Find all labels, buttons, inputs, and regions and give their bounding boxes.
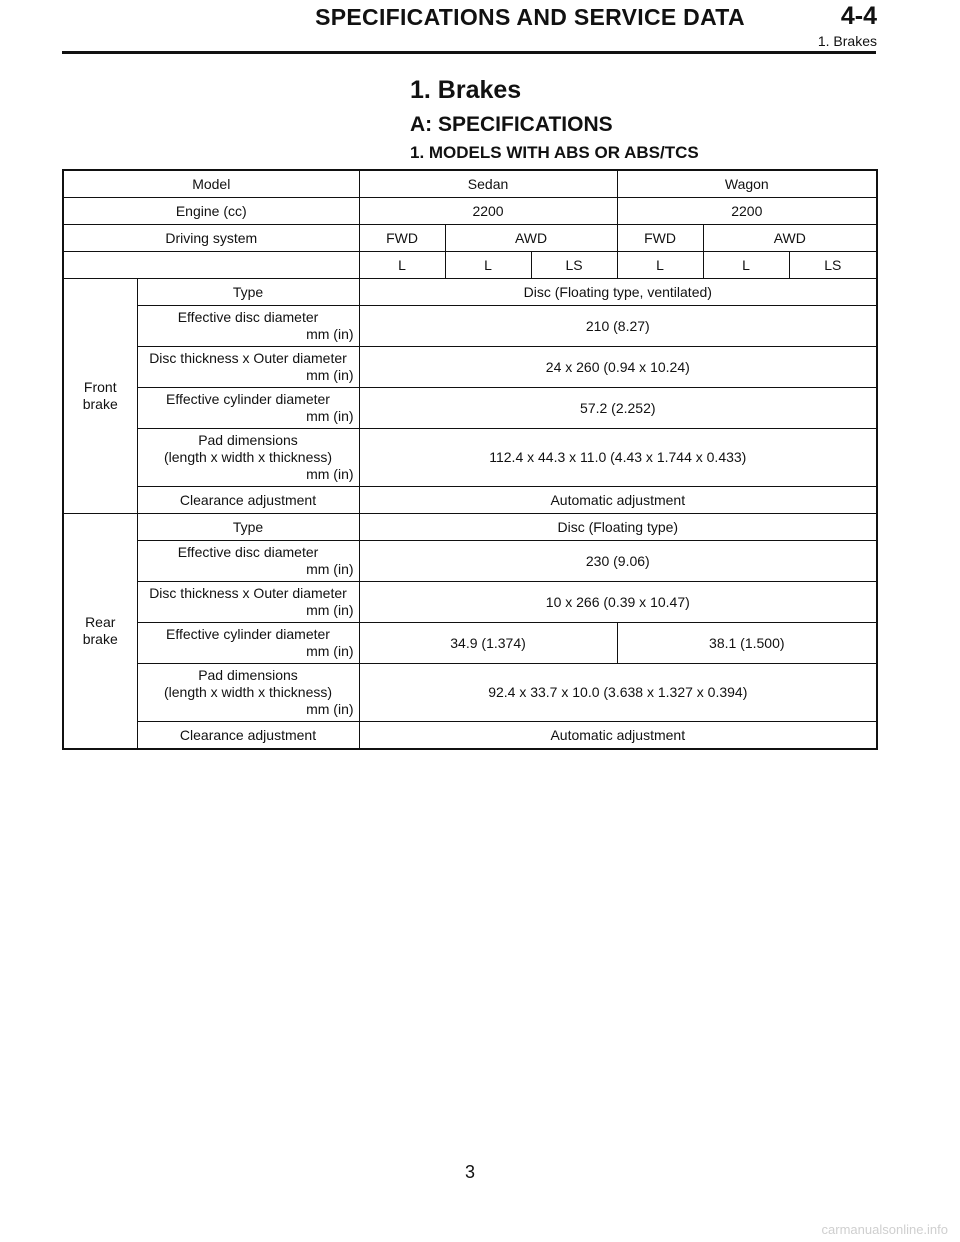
- drive-wagon-fwd: FWD: [617, 225, 703, 252]
- engine-label: Engine (cc): [63, 198, 359, 225]
- front-type-value: Disc (Floating type, ventilated): [359, 279, 877, 306]
- rear-cyl-value-wagon: 38.1 (1.500): [617, 623, 877, 664]
- front-pad-label-1: Pad dimensions: [198, 432, 298, 448]
- front-clear-label: Clearance adjustment: [137, 487, 359, 514]
- rear-pad-cell: [137, 664, 359, 722]
- table-row: [63, 225, 877, 252]
- front-pad-cell: [137, 429, 359, 487]
- subsubsection-title: 1. MODELS WITH ABS OR ABS/TCS: [410, 143, 699, 162]
- front-cyl-label: Effective cylinder diameter: [166, 391, 330, 407]
- drive-label: Driving system: [63, 225, 359, 252]
- model-label: Model: [63, 170, 359, 198]
- header-subtitle: 1. Brakes: [817, 33, 877, 49]
- front-pad-unit: mm (in): [306, 466, 354, 482]
- front-type-label: Type: [137, 279, 359, 306]
- grade-cell: LS: [789, 252, 877, 279]
- table-row: [63, 541, 877, 582]
- rear-cyl-label: Effective cylinder diameter: [166, 626, 330, 642]
- table-row: [63, 582, 877, 623]
- drive-wagon-awd: AWD: [703, 225, 877, 252]
- table-row: [63, 252, 877, 279]
- table-row: [63, 306, 877, 347]
- watermark: carmanualsonline.info: [821, 1222, 948, 1237]
- table-row: [63, 347, 877, 388]
- front-pad-label-2: (length x width x thickness): [163, 449, 333, 465]
- brake-spec-table: [62, 169, 878, 750]
- front-cyl-value: 57.2 (2.252): [359, 388, 877, 429]
- front-cyl-unit: mm (in): [306, 408, 354, 424]
- rear-cyl-cell: [137, 623, 359, 664]
- rear-pad-value: 92.4 x 33.7 x 10.0 (3.638 x 1.327 x 0.394): [359, 664, 877, 722]
- table-row: [63, 487, 877, 514]
- rear-thickness-unit: mm (in): [306, 602, 354, 618]
- rear-disc-dia-value: 230 (9.06): [359, 541, 877, 582]
- engine-sedan: 2200: [359, 198, 617, 225]
- table-row: [63, 198, 877, 225]
- rear-cyl-value-sedan: 34.9 (1.374): [359, 623, 617, 664]
- rear-thickness-label: Disc thickness x Outer diameter: [149, 585, 347, 601]
- grade-cell: L: [617, 252, 703, 279]
- grade-blank: [63, 252, 359, 279]
- rear-thickness-value: 10 x 266 (0.39 x 10.47): [359, 582, 877, 623]
- header-divider: [62, 51, 876, 54]
- table-row: [63, 623, 877, 664]
- rear-pad-unit: mm (in): [306, 701, 354, 717]
- subsection-title: A: SPECIFICATIONS: [410, 113, 613, 136]
- front-clear-value: Automatic adjustment: [359, 487, 877, 514]
- table-row: [63, 429, 877, 487]
- table-row: [63, 722, 877, 750]
- rear-cyl-unit: mm (in): [306, 643, 354, 659]
- front-thickness-unit: mm (in): [306, 367, 354, 383]
- front-disc-dia-cell: [137, 306, 359, 347]
- drive-sedan-awd: AWD: [445, 225, 617, 252]
- rear-type-value: Disc (Floating type): [359, 514, 877, 541]
- wagon-header: Wagon: [617, 170, 877, 198]
- rear-clear-label: Clearance adjustment: [137, 722, 359, 750]
- grade-cell: L: [359, 252, 445, 279]
- front-brake-group: Front brake: [63, 279, 137, 514]
- front-disc-dia-label: Effective disc diameter: [177, 309, 319, 325]
- rear-thickness-cell: [137, 582, 359, 623]
- header-title: SPECIFICATIONS AND SERVICE DATA: [315, 4, 745, 30]
- table-row: [63, 514, 877, 541]
- grade-cell: LS: [531, 252, 617, 279]
- table-row: [63, 279, 877, 306]
- table-row: [63, 388, 877, 429]
- rear-disc-dia-unit: mm (in): [306, 561, 354, 577]
- drive-sedan-fwd: FWD: [359, 225, 445, 252]
- front-cyl-cell: [137, 388, 359, 429]
- section-code: 4-4: [840, 2, 877, 30]
- rear-pad-label-1: Pad dimensions: [198, 667, 298, 683]
- table-row: [63, 664, 877, 722]
- engine-wagon: 2200: [617, 198, 877, 225]
- grade-cell: L: [445, 252, 531, 279]
- front-thickness-label: Disc thickness x Outer diameter: [149, 350, 347, 366]
- rear-disc-dia-label: Effective disc diameter: [177, 544, 319, 560]
- front-thickness-value: 24 x 260 (0.94 x 10.24): [359, 347, 877, 388]
- rear-pad-label-2: (length x width x thickness): [163, 684, 333, 700]
- rear-brake-group: Rear brake: [63, 514, 137, 750]
- rear-disc-dia-cell: [137, 541, 359, 582]
- front-disc-dia-value: 210 (8.27): [359, 306, 877, 347]
- front-disc-dia-unit: mm (in): [306, 326, 354, 342]
- sedan-header: Sedan: [359, 170, 617, 198]
- rear-type-label: Type: [137, 514, 359, 541]
- front-pad-value: 112.4 x 44.3 x 11.0 (4.43 x 1.744 x 0.433): [359, 429, 877, 487]
- section-title: 1. Brakes: [410, 76, 522, 104]
- grade-cell: L: [703, 252, 789, 279]
- rear-clear-value: Automatic adjustment: [359, 722, 877, 750]
- page-number: 3: [464, 1162, 475, 1182]
- front-thickness-cell: [137, 347, 359, 388]
- table-row: [63, 170, 877, 198]
